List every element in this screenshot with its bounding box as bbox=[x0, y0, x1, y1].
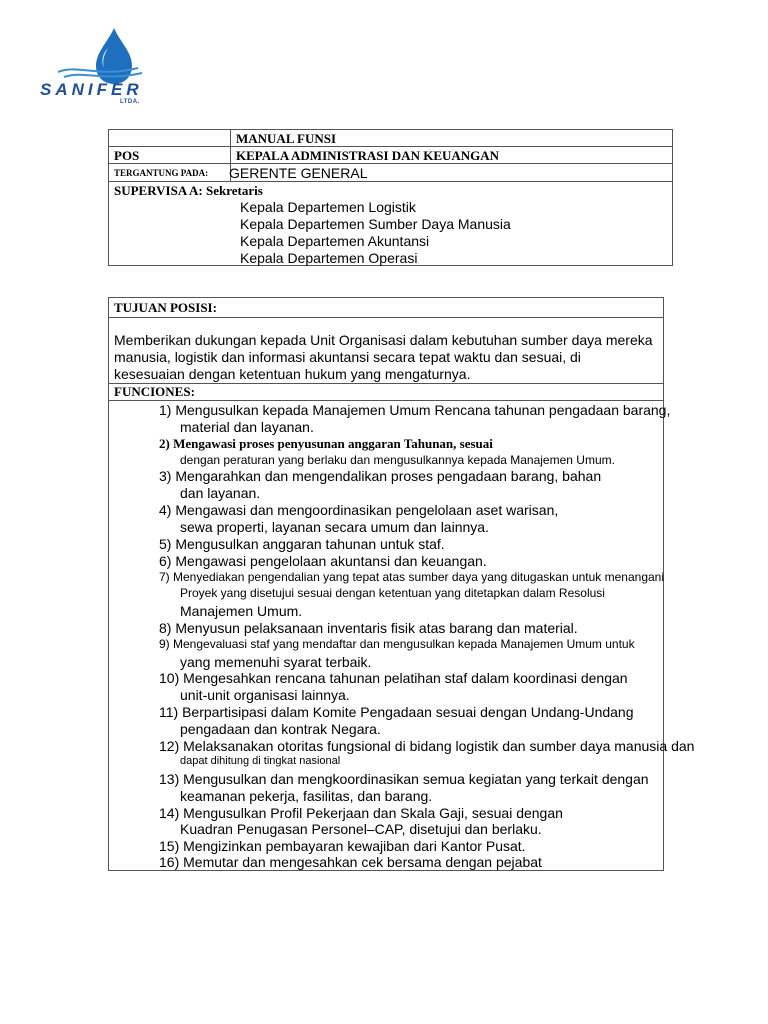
function-line: 11) Berpartisipasi dalam Komite Pengadaan sesuai dengan Undang-Undang bbox=[159, 704, 634, 720]
depends-row bbox=[109, 164, 672, 182]
functions-label: FUNCIONES: bbox=[114, 384, 195, 399]
function-line: 8) Menyusun pelaksanaan inventaris fisik atas barang dan material. bbox=[159, 620, 578, 636]
function-line: Manajemen Umum. bbox=[180, 603, 303, 619]
purpose-line: Memberikan dukungan kepada Unit Organisasi dalam kebutuhan sumber daya mereka bbox=[114, 332, 653, 348]
pos-value: KEPALA ADMINISTRASI DAN KEUANGAN bbox=[236, 148, 500, 163]
function-line: 13) Mengusulkan dan mengkoordinasikan semua kegiatan yang terkait dengan bbox=[159, 771, 649, 787]
function-line: yang memenuhi syarat terbaik. bbox=[180, 654, 372, 670]
function-line: unit-unit organisasi lainnya. bbox=[180, 687, 350, 703]
company-logo bbox=[38, 28, 150, 108]
function-line: keamanan pekerja, fasilitas, dan barang. bbox=[180, 788, 433, 804]
function-line: 14) Mengusulkan Profil Pekerjaan dan Skala Gaji, sesuai dengan bbox=[159, 805, 563, 821]
function-line: 10) Mengesahkan rencana tahunan pelatihan staf dalam koordinasi dengan bbox=[159, 670, 628, 686]
function-line: dan layanan. bbox=[180, 485, 261, 501]
purpose-label: TUJUAN POSISI: bbox=[114, 300, 217, 315]
supervises-item: Kepala Departemen Sumber Daya Manusia bbox=[240, 216, 511, 232]
function-line: 2) Mengawasi proses penyusunan anggaran Tahunan, sesuai bbox=[159, 436, 493, 451]
supervises-item: Kepala Departemen Akuntansi bbox=[240, 233, 430, 249]
function-line: Proyek yang disetujui sesuai dengan ketentuan yang ditetapkan dalam Resolusi bbox=[180, 586, 605, 600]
pos-label: POS bbox=[114, 148, 140, 163]
function-line: Kuadran Penugasan Personel–CAP, disetujui dan berlaku. bbox=[180, 821, 542, 837]
function-line: 4) Mengawasi dan mengoordinasikan pengelolaan aset warisan, bbox=[159, 502, 559, 518]
function-line: pengadaan dan kontrak Negara. bbox=[180, 721, 381, 737]
function-line: material dan layanan. bbox=[180, 419, 314, 435]
function-line: 3) Mengarahkan dan mengendalikan proses pengadaan barang, bahan bbox=[159, 468, 602, 484]
supervises-item: Kepala Departemen Operasi bbox=[240, 250, 418, 266]
function-line: dengan peraturan yang berlaku dan mengusulkannya kepada Manajemen Umum. bbox=[180, 453, 615, 467]
header-table bbox=[108, 129, 673, 266]
water-drop-icon bbox=[38, 28, 150, 88]
logo-suffix: LTDA. bbox=[120, 99, 140, 105]
purpose-line: kesesuaian dengan ketentuan hukum yang mengaturnya. bbox=[114, 366, 471, 382]
title-row bbox=[109, 130, 672, 147]
function-line: 16) Memutar dan mengesahkan cek bersama dengan pejabat bbox=[159, 854, 542, 870]
function-line: 9) Mengevaluasi staf yang mendaftar dan mengusulkan kepada Manajemen Umum untuk bbox=[159, 637, 635, 651]
responsibilities-table bbox=[108, 297, 695, 871]
supervises-label: SUPERVISA A: Sekretaris bbox=[114, 183, 263, 198]
depends-label: TERGANTUNG PADA: bbox=[114, 168, 209, 178]
supervises-item: Kepala Departemen Logistik bbox=[240, 199, 416, 215]
function-line: dapat dihitung di tingkat nasional bbox=[180, 755, 341, 767]
function-line: 7) Menyediakan pengendalian yang tepat atas sumber daya yang ditugaskan untuk menangani bbox=[159, 570, 665, 584]
function-line: sewa properti, layanan secara umum dan lainnya. bbox=[180, 519, 489, 535]
page-title: MANUAL FUNSI bbox=[236, 131, 337, 146]
divider bbox=[109, 400, 663, 401]
function-line: 12) Melaksanakan otoritas fungsional di bidang logistik dan sumber daya manusia dan bbox=[159, 738, 695, 754]
purpose-line: manusia, logistik dan informasi akuntansi secara tepat waktu dan sesuai, di bbox=[114, 349, 581, 365]
depends-value: GERENTE GENERAL bbox=[229, 165, 368, 181]
logo-name: SANIFER bbox=[40, 80, 143, 99]
divider bbox=[109, 317, 663, 318]
function-line: 1) Mengusulkan kepada Manajemen Umum Rencana tahunan pengadaan barang, bbox=[159, 402, 671, 418]
function-line: 6) Mengawasi pengelolaan akuntansi dan keuangan. bbox=[159, 553, 487, 569]
function-line: 5) Mengusulkan anggaran tahunan untuk staf. bbox=[159, 536, 445, 552]
pos-row bbox=[109, 147, 672, 164]
function-line: 15) Mengizinkan pembayaran kewajiban dari Kantor Pusat. bbox=[159, 838, 526, 854]
